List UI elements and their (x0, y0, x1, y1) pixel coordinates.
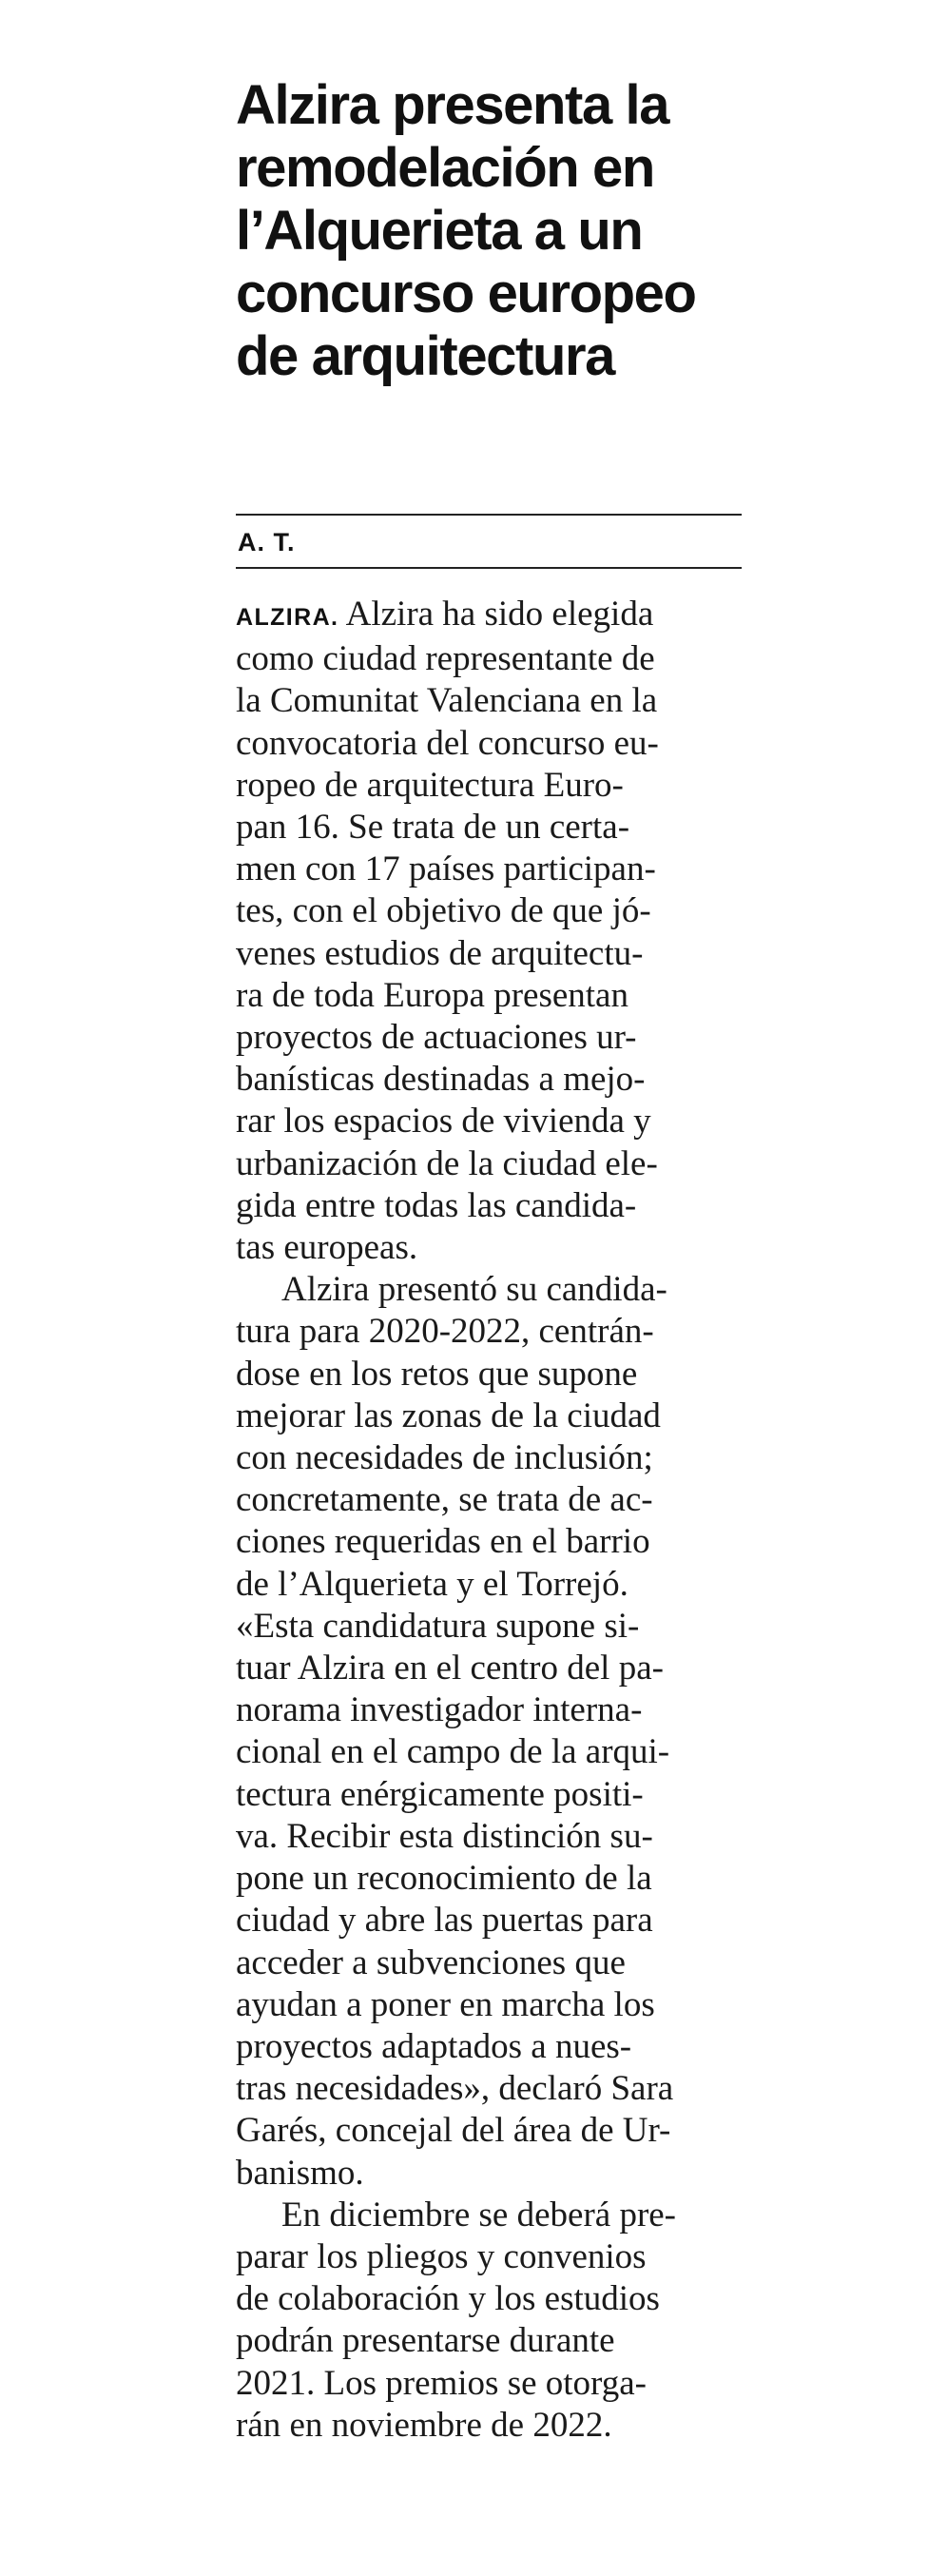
body-line: mejorar las zonas de la ciudad (236, 1395, 661, 1435)
body-line: pan 16. Se trata de un certa- (236, 808, 630, 848)
body-line: acceder a subvenciones que (236, 1942, 626, 1982)
body-line: tas europeas. (236, 1228, 418, 1268)
body-paragraph (236, 594, 742, 1269)
body-line: 2021. Los premios se otorga- (236, 2363, 647, 2403)
body-line: tectura enérgicamente positi- (236, 1774, 644, 1814)
headline-line: l’Alquerieta a un (236, 200, 643, 262)
body-line: rán en noviembre de 2022. (236, 2405, 612, 2445)
dateline: ALZIRA. (236, 604, 339, 631)
body-line: En diciembre se deberá pre- (281, 2195, 677, 2234)
body-line: banismo. (236, 2153, 364, 2193)
body-line: pone un reconocimiento de la (236, 1859, 652, 1899)
body-line: ALZIRA. Alzira ha sido elegida (236, 595, 654, 634)
body-line: va. Recibir esta distinción su- (236, 1816, 653, 1856)
body-line: ciudad y abre las puertas para (236, 1901, 653, 1941)
body-line: norama investigador interna- (236, 1690, 643, 1730)
body-line: convocatoria del concurso eu- (236, 723, 659, 763)
body-line: venes estudios de arquitectu- (236, 933, 644, 973)
article-header (236, 74, 742, 388)
body-line: ayudan a poner en marcha los (236, 1984, 655, 2024)
body-line: banísticas destinadas a mejo- (236, 1060, 646, 1100)
byline-block (236, 514, 742, 569)
body-line: ciones requeridas en el barrio (236, 1522, 650, 1562)
body-line: parar los pliegos y convenios (236, 2236, 647, 2276)
body-line: Garés, concejal del área de Ur- (236, 2111, 671, 2151)
body-line: tras necesidades», declaró Sara (236, 2069, 674, 2109)
body-line: urbanización de la ciudad ele- (236, 1143, 658, 1183)
body-line: de l’Alquerieta y el Torrejó. (236, 1564, 628, 1604)
body-line: rar los espacios de vivienda y (236, 1102, 651, 1142)
body-line: con necesidades de inclusión; (236, 1438, 653, 1478)
headline-line: concurso europeo (236, 263, 696, 324)
body-line: cional en el campo de la arqui- (236, 1732, 670, 1772)
body-line: ra de toda Europa presentan (236, 975, 628, 1015)
body-line: men con 17 países participan- (236, 849, 656, 889)
byline: A. T. (238, 528, 296, 556)
body-line: dose en los retos que supone (236, 1354, 638, 1394)
body-line: tura para 2020-2022, centrán- (236, 1312, 654, 1352)
body-line: ropeo de arquitectura Euro- (236, 765, 624, 805)
body-line: de colaboración y los estudios (236, 2279, 660, 2319)
bottom-divider (236, 567, 742, 569)
article-body (236, 594, 742, 2447)
body-line: proyectos de actuaciones ur- (236, 1018, 637, 1058)
headline-line: Alzira presenta la (236, 74, 669, 136)
headline (236, 74, 742, 388)
headline-line: remodelación en (236, 137, 654, 199)
body-line: tuar Alzira en el centro del pa- (236, 1649, 664, 1688)
body-line: Alzira presentó su candida- (281, 1270, 667, 1310)
body-line: la Comunitat Valenciana en la (236, 681, 658, 721)
body-paragraph (236, 1269, 742, 2194)
body-line: «Esta candidatura supone si- (236, 1606, 640, 1646)
headline-line: de arquitectura (236, 325, 614, 387)
body-line: podrán presentarse durante (236, 2321, 615, 2361)
body-line: gida entre todas las candida- (236, 1185, 637, 1225)
body-line: proyectos adaptados a nues- (236, 2026, 632, 2066)
body-line: concretamente, se trata de ac- (236, 1480, 653, 1520)
body-paragraph (236, 2195, 742, 2447)
body-line: como ciudad representante de (236, 639, 655, 679)
body-line: tes, con el objetivo de que jó- (236, 891, 651, 931)
